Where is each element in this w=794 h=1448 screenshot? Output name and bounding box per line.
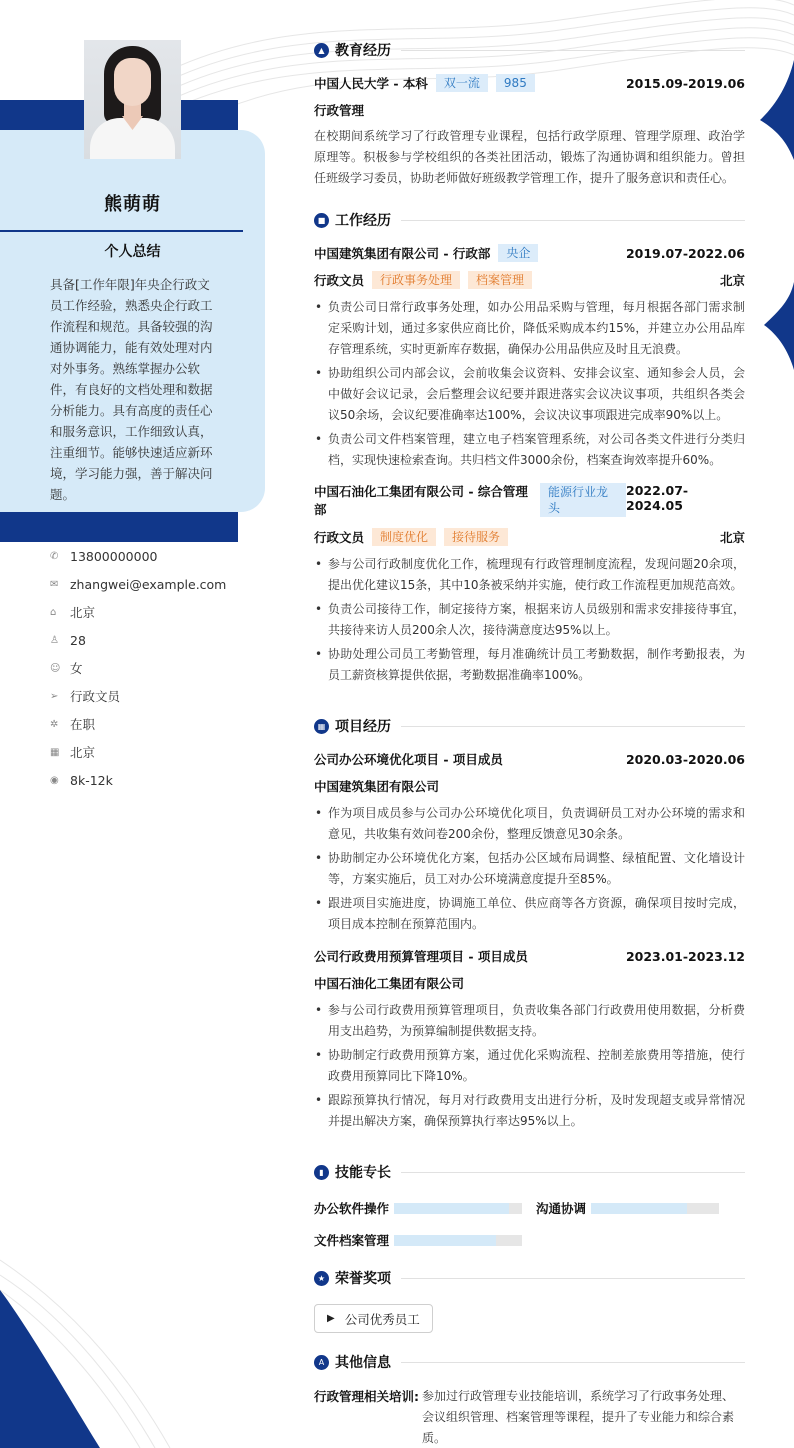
salary-icon: ◉ [50,774,59,786]
other-row [314,1386,745,1448]
job-duties [314,554,745,686]
bar-chart-icon: ▮ [314,1165,329,1180]
section-divider [401,1172,745,1173]
list-item: • 协助组织公司内部会议，会前收集会议资料、安排会议室、通知参会人员，会中做好会议记录，会后整理会议纪要并跟进落实会议决议事项，共组织各类会议50余场，会议纪要准确率达100%，会议决议事项跟进完成率90%以上。 [314,363,745,426]
award-name: 公司优秀员工 [344,1311,420,1327]
contact-position: ➢ 行政文员 [50,689,121,704]
project-header [314,750,745,768]
list-item: • 协助制定行政费用预算方案，通过优化采购流程、控制差旅费用等措施，使行政费用预算同比下降10%。 [314,1045,745,1087]
gender-icon: ☺ [50,662,61,674]
education-description: 在校期间系统学习了行政管理专业课程，包括行政学原理、管理学原理、政治学原理等。积极参与学校组织的各类社团活动，锻炼了沟通协调和组织能力。曾担任班级学习委员，协助老师做好班级教学管理工作，提升了服务意识和责任心。 [314,129,745,185]
position-tag: 制度优化 [372,528,436,546]
contact-age: ♙ 28 [50,632,86,648]
home-icon: ⌂ [50,606,57,618]
list-item: • 作为项目成员参与公司办公环境优化项目，负责调研员工对办公环境的需求和意见，共收集有效问卷200余份，整理反馈意见30余条。 [314,803,745,845]
company-tag: 央企 [498,244,538,262]
skill-item [536,1197,719,1219]
contact-list [50,542,250,794]
education-title: 教育经历 [335,43,391,59]
list-item: • 协助制定办公环境优化方案，包括办公区域布局调整、绿植配置、文化墙设计等，方案实施后，员工对办公环境满意度提升至85%。 [314,848,745,890]
education-row [314,74,745,92]
skills-section [314,1160,745,1251]
send-icon: ➢ [50,690,59,702]
medal-icon: ★ [314,1271,329,1286]
other-header [314,1350,745,1374]
company-tag: 能源行业龙头 [540,483,626,517]
other-text: 参加过行政管理专业技能培训，系统学习了行政事务处理、会议组织管理、档案管理等课程，提升了专业能力和综合素质。 [422,1389,735,1445]
skill-name: 办公软件操作 [314,1201,390,1216]
job-position-row [314,528,745,546]
skills-title: 技能专长 [335,1165,391,1181]
grid-icon: ▦ [314,719,329,734]
list-item: • 跟进项目实施进度，协调施工单位、供应商等各方资源，确保项目按时完成，项目成本控制在预算范围内。 [314,893,745,935]
job-header [314,244,745,262]
summary-title: 个人总结 [104,244,161,260]
job-position: 行政文员 [314,273,365,288]
age-icon: ♙ [50,634,59,646]
section-divider [401,50,745,51]
award-badge [314,1304,433,1333]
other-section [314,1350,745,1448]
profile-photo [84,40,181,159]
education-header [314,38,745,62]
summary-divider [0,230,243,232]
skill-bar [591,1203,719,1214]
list-item: • 参与公司行政费用预算管理项目，负责收集各部门行政费用使用数据，分析费用支出趋势，为预算编制提供数据支持。 [314,1000,745,1042]
project-header [314,947,745,965]
contact-city: ▦ 北京 [50,745,96,760]
briefcase-icon: ■ [314,213,329,228]
project-duties [314,803,745,935]
other-title: 其他信息 [335,1355,391,1371]
position-tag: 档案管理 [468,271,532,289]
status-icon: ✲ [50,718,59,730]
awards-title: 荣誉奖项 [335,1271,391,1287]
list-item: • 参与公司行政制度优化工作，梳理现有行政管理制度流程，发现问题20余项，提出优化建议15条，其中10条被采纳并实施，使行政工作流程更加规范高效。 [314,554,745,596]
work-title: 工作经历 [335,213,391,229]
job-date: 2022.07-2024.05 [626,483,689,513]
projects-header [314,714,745,738]
skill-item [314,1229,745,1251]
building-icon: ▦ [50,746,60,758]
project-date: 2023.01-2023.12 [625,948,745,964]
list-item: • 负责公司接待工作，制定接待方案，根据来访人员级别和需求安排接待事宜，共接待来访人员200余人次，接待满意度达95%以上。 [314,599,745,641]
school-tag: 985 [496,74,535,92]
awards-section [314,1266,745,1333]
education-section [314,38,745,189]
company-name: 中国建筑集团有限公司 - 行政部 [314,246,491,261]
position-tag: 接待服务 [444,528,508,546]
project-name: 公司行政费用预算管理项目 - 项目成员 [314,949,528,964]
project-company: 中国建筑集团有限公司 [314,779,440,794]
project-date: 2020.03-2020.06 [625,751,745,767]
project-company: 中国石油化工集团有限公司 [314,976,465,991]
work-section [314,208,745,689]
job-date: 2019.07-2022.06 [625,245,745,261]
project-duties [314,1000,745,1132]
skill-fill [591,1203,687,1214]
section-divider [401,726,745,727]
skill-name: 文件档案管理 [314,1233,390,1248]
contact-home: ⌂ 北京 [50,605,96,620]
candidate-name: 熊萌萌 [104,194,161,215]
skill-name: 沟通协调 [536,1201,587,1216]
list-item: • 跟踪预算执行情况，每月对行政费用支出进行分析，及时发现超支或异常情况并提出解决方案，确保预算执行率达95%以上。 [314,1090,745,1132]
play-icon: ▶ [327,1313,335,1324]
projects-section [314,714,745,1135]
section-divider [401,1278,745,1279]
position-tag: 行政事务处理 [372,271,460,289]
school-tag: 双一流 [436,74,488,92]
contact-status: ✲ 在职 [50,717,96,732]
list-item: • 协助处理公司员工考勤管理，每月准确统计员工考勤数据，制作考勤报表，为员工薪资核算提供依据，考勤数据准确率100%。 [314,644,745,686]
project-name: 公司办公环境优化项目 - 项目成员 [314,752,503,767]
education-date: 2015.09-2019.06 [625,75,745,91]
other-label: 行政管理相关培训: [314,1389,419,1404]
phone-icon: ✆ [50,550,59,562]
contact-email: ✉ zhangwei@example.com [50,576,227,592]
contact-phone: ✆ 13800000000 [50,548,158,564]
info-icon: A [314,1355,329,1370]
list-item: • 负责公司文件档案管理，建立电子档案管理系统，对公司各类文件进行分类归档，实现快速检索查询。共归档文件3000余份，档案查询效率提升60%。 [314,429,745,471]
work-header [314,208,745,232]
graduation-cap-icon: ▲ [314,43,329,58]
school-name: 中国人民大学 - 本科 [314,76,428,91]
skills-header [314,1160,745,1184]
contact-gender: ☺ 女 [50,661,83,676]
projects-title: 项目经历 [335,719,391,735]
major: 行政管理 [314,103,365,118]
skill-bar [394,1235,522,1246]
skill-bar [394,1203,522,1214]
awards-header [314,1266,745,1290]
skill-fill [394,1235,496,1246]
list-item: • 负责公司日常行政事务处理，如办公用品采购与管理，每月根据各部门需求制定采购计划，通过多家供应商比价，降低采购成本约15%，并建立办公用品库存管理系统，实时更新库存数据，确保办公用品供应及时且无浪费。 [314,297,745,360]
contact-salary: ◉ 8k-12k [50,772,113,788]
job-city: 北京 [719,530,745,545]
section-divider [401,220,745,221]
job-duties [314,297,745,471]
skill-item [314,1197,522,1219]
job-position: 行政文员 [314,530,365,545]
section-divider [401,1362,745,1363]
job-header [314,483,745,519]
skill-fill [394,1203,509,1214]
company-name: 中国石油化工集团有限公司 - 综合管理部 [314,484,528,517]
email-icon: ✉ [50,578,59,590]
summary-text: 具备[工作年限]年央企行政文员工作经验，熟悉央企行政工作流程和规范。具备较强的沟通协调能力，能有效处理对内对外事务。熟练掌握办公软件，有良好的文档处理和数据分析能力。具有高度的责任心和服务意识，工作细致认真，注重细节。能够快速适应新环境，学习能力强，善于解决问题。 [50,277,213,502]
job-position-row [314,271,745,289]
job-city: 北京 [719,273,745,288]
